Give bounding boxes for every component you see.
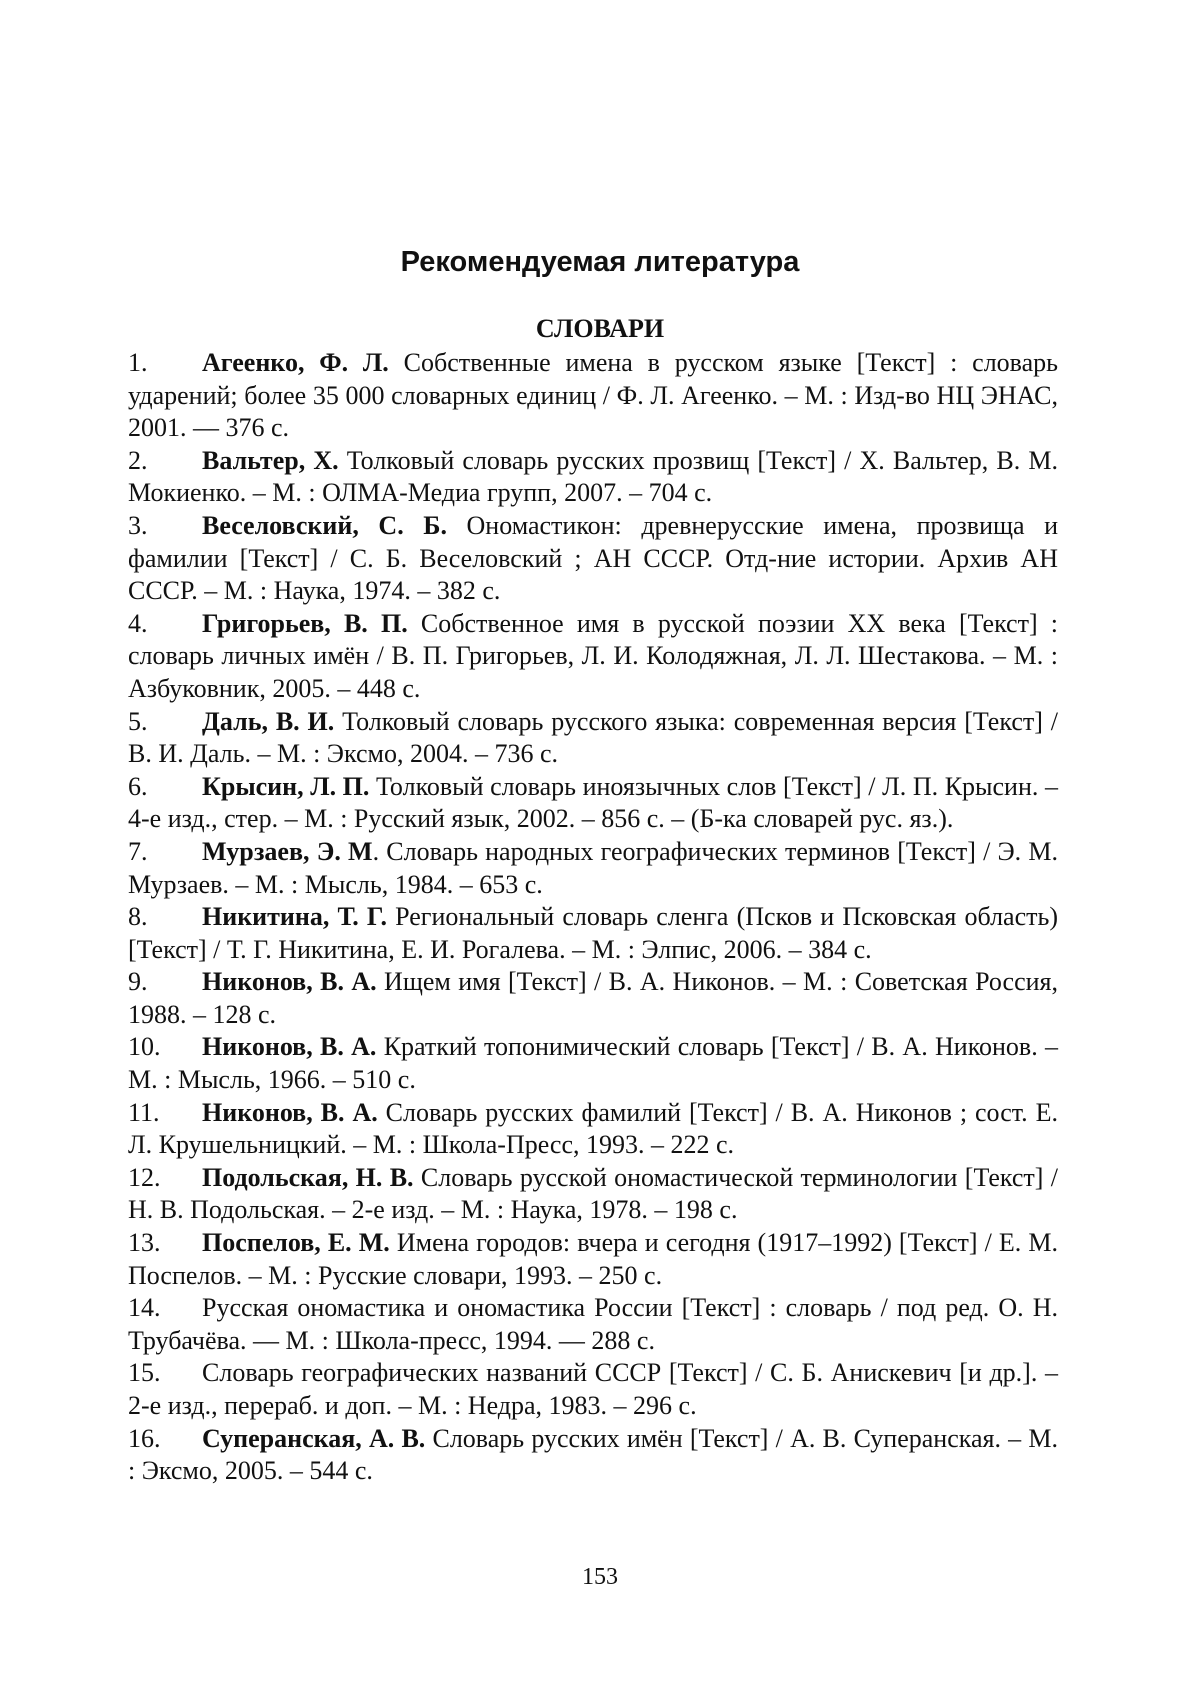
entry-author: Григорьев, В. П. bbox=[202, 608, 408, 638]
entry-text: Собственные имена в русском языке [Текст] : словарь ударений; более 35 000 словарных единиц / Ф. Л. Агеенко. – М. : Изд-во НЦ ЭНАС, 2001. — 376 с. bbox=[128, 348, 1058, 443]
entry-author: Поспелов, Е. М. bbox=[202, 1228, 390, 1258]
entry-number: 7. bbox=[128, 836, 148, 866]
entry-number: 2. bbox=[128, 445, 148, 475]
section-title: СЛОВАРИ bbox=[535, 314, 665, 343]
entry-text: Толковый словарь русских прозвищ [Текст] / Х. Вальтер, В. М. Мокиенко. – М. : ОЛМА-Медиа групп, 2007. – 704 с. bbox=[128, 445, 1058, 508]
bibliography-entry bbox=[128, 445, 1058, 510]
entry-author: Крысин, Л. П. bbox=[202, 771, 370, 801]
entry-text: Русская ономастика и ономастика России [Текст] : словарь / под ред. О. Н. Трубачёва. — М. : Школа-пресс, 1994. — 288 с. bbox=[128, 1293, 1058, 1355]
entry-text: Словарь русских фамилий [Текст] / В. А. Никонов ; сост. Е. Л. Крушельницкий. – М. : Школа-Пресс, 1993. – 222 с. bbox=[128, 1097, 1058, 1160]
entry-number: 1. bbox=[128, 348, 148, 377]
entry-author: Мурзаев, Э. М bbox=[202, 836, 373, 866]
bibliography-entry bbox=[128, 1292, 1058, 1357]
entry-number: 13. bbox=[128, 1228, 161, 1258]
entry-number: 9. bbox=[128, 967, 148, 997]
entry-author: Никонов, В. А. bbox=[202, 1097, 378, 1127]
bibliography-entry bbox=[128, 1227, 1058, 1292]
entry-number: 12. bbox=[128, 1162, 161, 1192]
entry-number: 11. bbox=[128, 1097, 160, 1127]
bibliography-entry bbox=[128, 706, 1058, 771]
bibliography-entry bbox=[128, 901, 1058, 966]
entry-text: Региональный словарь сленга (Псков и Псковская область) [Текст] / Т. Г. Никитина, Е. И. Рогалева. – М. : Элпис, 2006. – 384 с. bbox=[128, 902, 1058, 964]
entry-number: 6. bbox=[128, 771, 148, 801]
entry-text: Краткий топонимический словарь [Текст] / В. А. Никонов. – М. : Мысль, 1966. – 510 с. bbox=[128, 1032, 1058, 1095]
entry-text: Ономастикон: древнерусские имена, прозвища и фамилии [Текст] / С. Б. Веселовский ; АН СССР. Отд-ние истории. Архив АН СССР. – М. : Наука, 1974. – 382 с. bbox=[128, 510, 1059, 606]
entry-number: 8. bbox=[128, 902, 148, 932]
entry-author: Веселовский, С. Б. bbox=[202, 510, 447, 540]
entry-author: Вальтер, Х. bbox=[202, 445, 339, 475]
entry-text: Толковый словарь иноязычных слов [Текст] / Л. П. Крысин. – 4-е изд., стер. – М. : Русский язык, 2002. – 856 с. – (Б-ка словарей рус. яз.). bbox=[128, 771, 1058, 834]
bibliography-entry bbox=[128, 966, 1058, 1031]
entry-author: Никитина, Т. Г. bbox=[202, 902, 388, 932]
entry-number: 3. bbox=[128, 510, 148, 540]
bibliography-entry bbox=[128, 1357, 1058, 1422]
bibliography-entry bbox=[128, 608, 1058, 706]
entry-number: 4. bbox=[128, 608, 148, 638]
entry-text: Словарь географических названий СССР [Текст] / С. Б. Анискевич [и др.]. – 2-е изд., перераб. и доп. – М. : Недра, 1983. – 296 с. bbox=[128, 1358, 1058, 1420]
entry-author: Агеенко, Ф. Л. bbox=[202, 348, 389, 377]
bibliography-entry bbox=[128, 1162, 1058, 1227]
bibliography-entry bbox=[128, 1423, 1058, 1488]
page-heading: Рекомендуемая литература bbox=[400, 246, 800, 278]
bibliography-list bbox=[128, 347, 1058, 1488]
entry-number: 15. bbox=[128, 1358, 161, 1388]
entry-text: Словарь русской ономастической терминологии [Текст] /Н. В. Подольская. – 2-е изд. – М. : Наука, 1978. – 198 с. bbox=[128, 1162, 1058, 1225]
entry-text: Словарь русских имён [Текст] / А. В. Суперанская. – М. : Эксмо, 2005. – 544 с. bbox=[128, 1423, 1058, 1486]
entry-author: Подольская, Н. В. bbox=[202, 1162, 414, 1192]
entry-text: Ищем имя [Текст] / В. А. Никонов. – М. : Советская Россия, 1988. – 128 с. bbox=[128, 967, 1058, 1029]
entry-number: 14. bbox=[128, 1293, 161, 1323]
entry-number: 10. bbox=[128, 1032, 161, 1062]
entry-text: Толковый словарь русского языка: современная версия [Текст] / В. И. Даль. – М. : Эксмо, 2004. – 736 с. bbox=[128, 706, 1058, 769]
entry-text: . Словарь народных географических терминов [Текст] / Э. М. Мурзаев. – М. : Мысль, 1984. – 653 с. bbox=[128, 836, 1058, 899]
entry-text: Имена городов: вчера и сегодня (1917–1992) [Текст] / Е. М. Поспелов. – М. : Русские словари, 1993. – 250 с. bbox=[128, 1228, 1058, 1290]
bibliography-entry bbox=[128, 510, 1058, 608]
bibliography-entry bbox=[128, 1097, 1058, 1162]
bibliography-entry bbox=[128, 836, 1058, 901]
entry-author: Даль, В. И. bbox=[202, 706, 335, 736]
bibliography-entry bbox=[128, 347, 1058, 445]
bibliography-entry bbox=[128, 771, 1058, 836]
entry-number: 16. bbox=[128, 1423, 161, 1453]
entry-text: Собственное имя в русской поэзии XX века [Текст] : словарь личных имён / В. П. Григорьев, Л. И. Колодяжная, Л. Л. Шестакова. – М. : Азбуковник, 2005. – 448 с. bbox=[128, 608, 1059, 703]
entry-number: 5. bbox=[128, 706, 148, 736]
entry-author: Никонов, В. А. bbox=[202, 967, 377, 997]
page-number: 153 bbox=[582, 1564, 618, 1590]
entry-author: Никонов, В. А. bbox=[202, 1032, 377, 1062]
bibliography-entry bbox=[128, 1031, 1058, 1096]
entry-author: Суперанская, А. В. bbox=[202, 1423, 426, 1453]
